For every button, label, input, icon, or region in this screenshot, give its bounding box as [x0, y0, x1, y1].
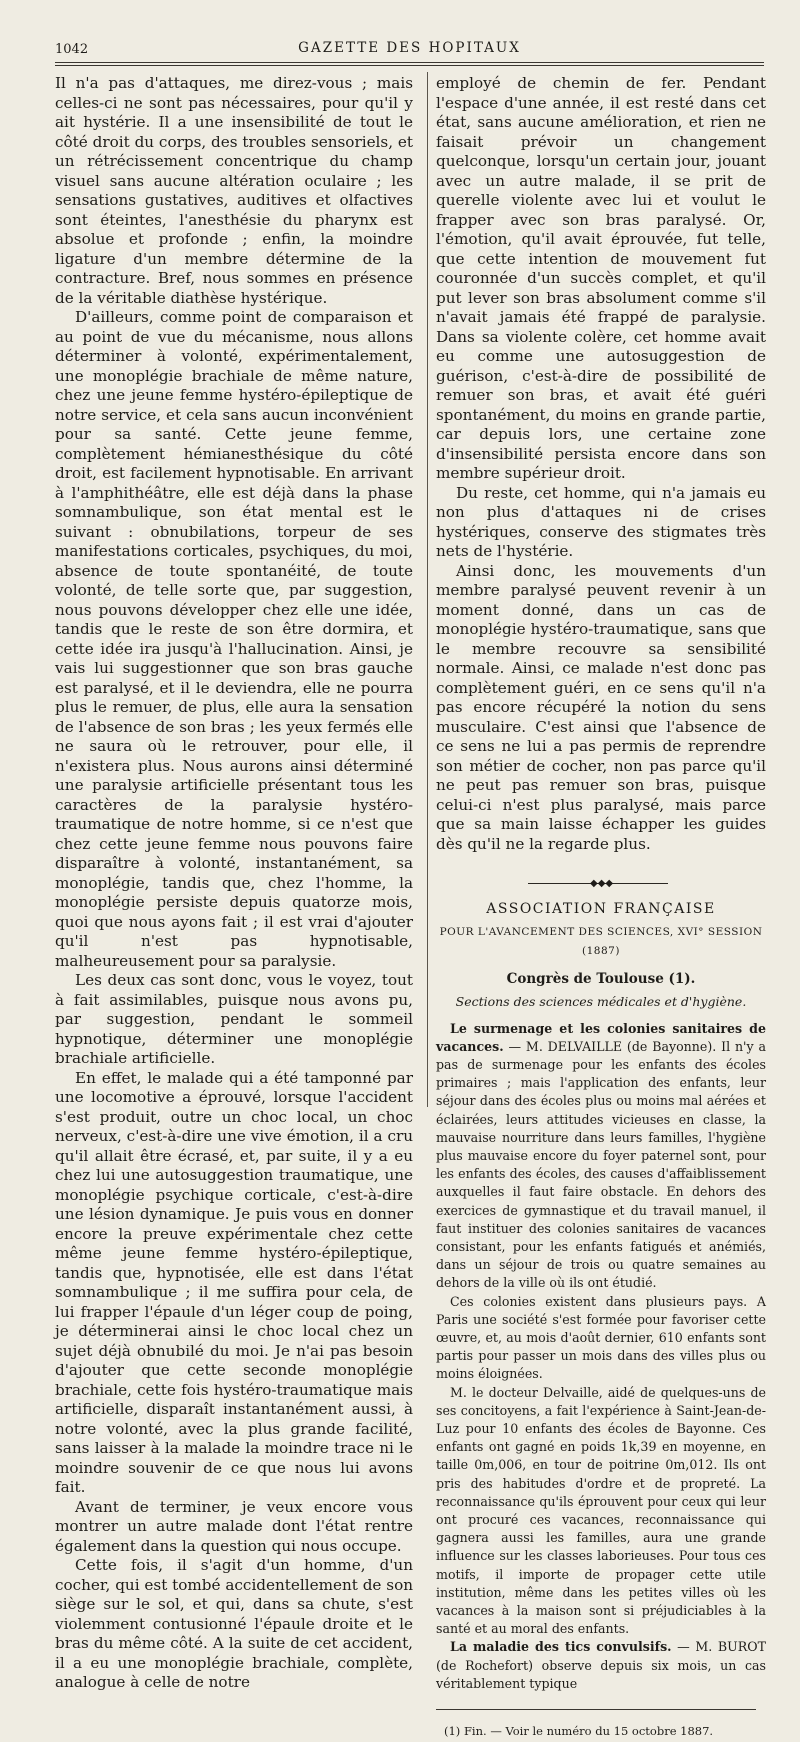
report-subheading: La maladie des tics convulsifs. [450, 1639, 672, 1655]
report-subheading: Le surmenage et les colonies sanitaires de vacances. [436, 1020, 766, 1054]
right-column [436, 74, 766, 1742]
paragraph: Cette fois, il s'agit d'un homme, d'un cocher, qui est tombé accidentellement de son siège sur le sol, et qui, dans sa chute, s'est violemment contusionné l'épaule droite et le bras du même côté. A la suite de cet accident, il a eu une monoplégie brachiale, complète, analogue à celle de notre [55, 1556, 413, 1691]
page-number: 1042 [55, 42, 89, 57]
section-ornament [436, 878, 766, 890]
column-divider [427, 72, 428, 1107]
speaker-name: M. DELVAILLE [525, 1038, 623, 1054]
speaker-name: M. BUROT [695, 1639, 766, 1655]
paragraph: Ainsi donc, les mouvements d'un membre paralysé peuvent revenir à un moment donné, dans un cas de monoplégie hystéro-traumatique, sans que le membre recouvre sa sensibilité normale. Ainsi, ce malade n'est donc pas complètement guéri, en ce sens qu'il n'a pas encore récupéré la notion du sens musculaire. C'est ainsi que l'absence de ce sens ne lui a pas permis de reprendre son métier de cocher, non pas parce qu'il ne peut pas remuer son bras, puisque celui-ci n'est plus paralysé, mais parce que sa main laisse échapper les guides dès qu'il ne la regarde plus. [436, 561, 766, 853]
paragraph: En effet, le malade qui a été tamponné par une locomotive a éprouvé, lorsque l'accident s'est produit, outre un choc local, un choc nerveux, c'est-à-dire une vive émotion, il a cru qu'il allait être écrasé, et, par suite, il y a eu chez lui une autosuggestion traumatique, une monoplégie psychique corticale, c'est-à-dire une lésion dynamique. Je puis vous en donner encore la preuve expérimentale chez cette même jeune femme hystéro-épileptique, tandis que, hypnotisée, elle est dans l'état somnambulique ; il me suffira pour cela, de lui frapper l'épaule d'un léger coup de poing, je déterminerai ainsi le choc local chez un sujet déjà obnubilé du moi. Je n'ai pas besoin d'ajouter que cette seconde monoplégie brachiale, cette fois hystéro-traumatique mais artificielle, disparaît instantanément aussi, à notre volonté, avec la plus grande facilité, sans laisser à la malade la moindre trace ni le moindre souvenir de ce que nous lui avons fait. [55, 1068, 413, 1496]
report-paragraph: Le surmenage et les colonies sanitaires de vacances. — M. DELVAILLE (de Bayonne). Il n'y a pas de surmenage pour les enfants des écoles primaires ; mais l'application des enfants, leur séjour dans des écoles plus ou moins mal aérées et éclairées, leurs attitudes vicieuses en classe, la mauvaise nourriture dans leurs familles, l'hygiène plus mauvaise encore du foyer paternel sont, pour les enfants des écoles, des causes d'affaiblissement auxquelles il faut faire obstacle. En dehors des exercices de gymnastique et du travail manuel, il faut instituer des colonies sanitaires de vacances consistant, pour les enfants fatigués et anémiés, dans un séjour de trois ou quatre semaines au dehors de la ville où ils ont étudié. [436, 1020, 766, 1291]
dash: — [671, 1639, 696, 1655]
congress-title: Congrès de Toulouse (1). [506, 970, 696, 987]
footnote: (1) Fin. — Voir le numéro du 15 octobre 1887. [444, 1724, 714, 1739]
page-header [55, 36, 764, 64]
paragraph: Du reste, cet homme, qui n'a jamais eu non plus d'attaques ni de crises hystériques, conserve des stigmates très nets de l'hystérie. [436, 483, 766, 560]
association-title: ASSOCIATION FRANÇAISE [486, 901, 716, 917]
paragraph: Il n'a pas d'attaques, me direz-vous ; mais celles-ci ne sont pas nécessaires, pour qu'il y ait hystérie. Il a une insensibilité de tout le côté droit du corps, des troubles sensoriels, et un rétrécissement concentrique du champ visuel sans aucune altération oculaire ; les sensations gustatives, auditives et olfactives sont éteintes, l'anesthésie du pharynx est absolue et profonde ; enfin, la moindre ligature d'un membre détermine de la contracture. Bref, nous sommes en présence de la véritable diathèse hystérique. [55, 74, 413, 307]
footnote-rule [436, 1709, 756, 1710]
paragraph: D'ailleurs, comme point de comparaison et au point de vue du mécanisme, nous allons déterminer à volonté, expérimentalement, une monoplégie brachiale de même nature, chez une jeune femme hystéro-épileptique de notre service, et cela sans aucun inconvénient pour sa santé. Cette jeune femme, complètement hémianesthésique du côté droit, est facilement hypnotisable. En arrivant à l'amphithéâtre, elle est déjà dans la phase somnambulique, son état mental est le suivant : obnubilations, torpeur de ses manifestations corticales, psychiques, du moi, absence de toute spontanéité, de toute volonté, de telle sorte que, par suggestion, nous pouvons développer chez elle une idée, tandis que le reste de son être dormira, et cette idée ira jusqu'à l'hallucination. Ainsi, je vais lui suggestionner que son bras gauche est paralysé, et il le deviendra, elle ne pourra plus le remuer, de plus, elle aura la sensation de l'absence de son bras ; les yeux fermés elle ne saura où le retrouver, pour elle, il n'existera plus. Nous aurons ainsi déterminé une paralysie artificielle présentant tous les caractères de la paralysie hystéro-traumatique de notre homme, si ce n'est que chez cette jeune femme nous pouvons faire disparaître à volonté, instantanément, sa monoplégie, tandis que, chez l'homme, la monoplégie persiste depuis quatorze mois, quoi que nous ayons fait ; il est vrai d'ajouter qu'il n'est pas hypnotisable, malheureusement pour sa paralysie. [55, 308, 413, 970]
congress-report [436, 1020, 766, 1694]
association-subtitle: POUR L'AVANCEMENT DES SCIENCES, XVI° SESSION (1887) [439, 925, 763, 957]
report-text: (de Bayonne). Il n'y a pas de surmenage pour les enfants des écoles primaires ; mais l'application des enfants, leur séjour dans des écoles plus ou moins mal aérées et éclairées, leurs attitudes vicieuses en classe, la mauvaise nourriture dans leurs familles, l'hygiène plus mauvaise encore du foyer paternel sont, pour les enfants des écoles, des causes d'affaiblissement auxquelles il faut faire obstacle. En dehors des exercices de gymnastique et du travail manuel, il faut instituer des colonies sanitaires de vacances consistant, pour les enfants fatigués et anémiés, dans un séjour de trois ou quatre semaines au dehors de la ville où ils ont étudié. [436, 1038, 766, 1291]
left-column [55, 74, 413, 1693]
paragraph: Les deux cas sont donc, vous le voyez, tout à fait assimilables, puisque nous avons pu, par suggestion, pendant le sommeil hypnotique, déterminer une monoplégie brachiale artificielle. [55, 971, 413, 1067]
paragraph: employé de chemin de fer. Pendant l'espace d'une année, il est resté dans cet état, sans aucune amélioration, et rien ne faisait prévoir un changement quelconque, lorsqu'un certain jour, jouant avec un autre malade, il se prit de querelle violente avec lui et voulut le frapper avec son bras paralysé. Or, l'émotion, qu'il avait éprouvée, fut telle, que cette intention de mouvement fut couronnée d'un succès complet, et qu'il put lever son bras absolument comme s'il n'avait jamais été frappé de paralysie. Dans sa violente colère, cet homme avait eu comme une autosuggestion de guérison, c'est-à-dire de possibilité de remuer son bras, et avait été guéri spontanément, du moins en grande partie, car depuis lors, une certaine zone d'insensibilité persista encore dans son membre supérieur droit. [436, 74, 766, 482]
report-text: (de Rochefort) observe depuis six mois, un cas véritablement typique [436, 1657, 766, 1691]
paragraph: Avant de terminer, je veux encore vous montrer un autre malade dont l'état rentre également dans la question qui nous occupe. [55, 1497, 413, 1555]
running-head: GAZETTE DES HOPITAUX [298, 40, 521, 56]
ornament-diamond-icon: ◆◆◆ [590, 878, 614, 889]
report-paragraph: M. le docteur Delvaille, aidé de quelques-uns de ses concitoyens, a fait l'expérience à Saint-Jean-de-Luz pour 10 enfants des écoles de Bayonne. Ces enfants ont gagné en poids 1k,39 en moyenne, en taille 0m,006, en tour de poitrine 0m,012. Ils ont pris des habitudes d'ordre et de propreté. La reconnaissance qu'ils éprouvent pour ceux qui leur ont procuré ces vacances, reconnaissance qui gagnera aussi les familles, aura une grande influence sur les classes laborieuses. Pour tous ces motifs, il importe de propager cette utile institution, même dans les petites villes où les vacances à la maison sont si préjudiciables à la santé et au moral des enfants. [436, 1384, 766, 1637]
section-title: Sections des sciences médicales et d'hygiène. [455, 994, 747, 1009]
report-paragraph [436, 1638, 766, 1693]
header-rule [55, 62, 764, 66]
report-paragraph: Ces colonies existent dans plusieurs pays. A Paris une société s'est formée pour favoriser cette œuvre, et, au mois d'août dernier, 610 enfants sont partis pour passer un mois dans des villes plus ou moins éloignées. [436, 1293, 766, 1382]
